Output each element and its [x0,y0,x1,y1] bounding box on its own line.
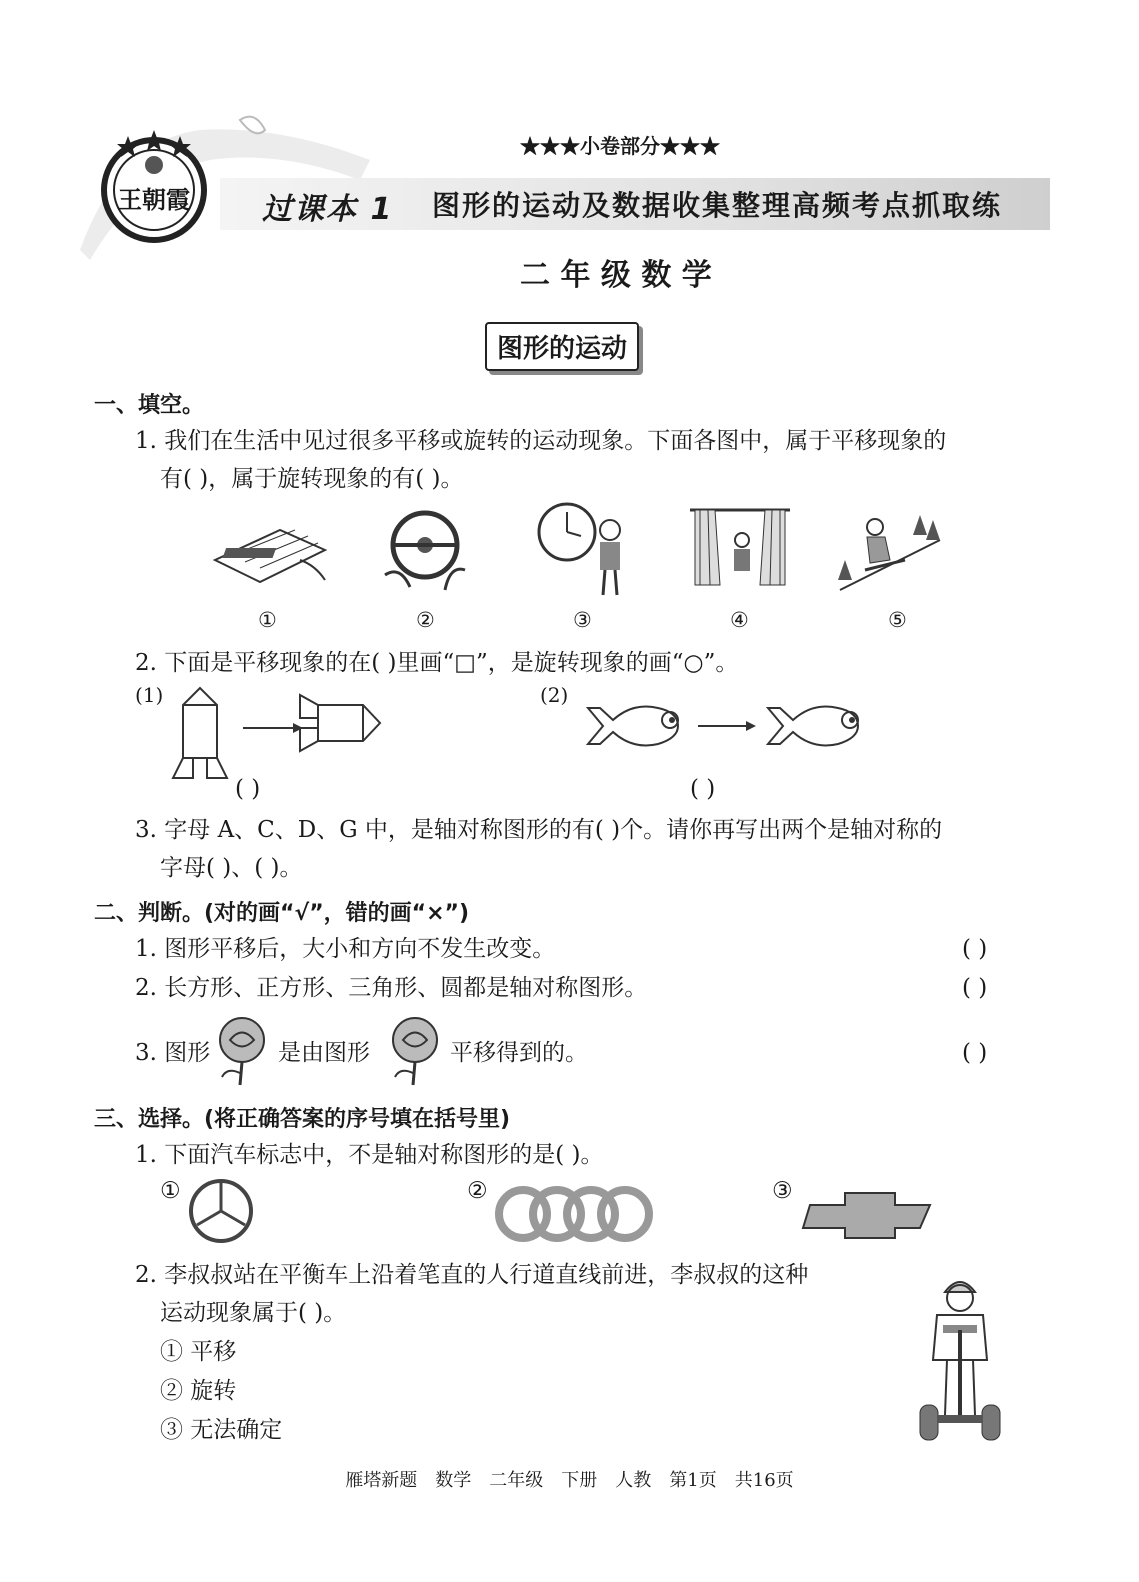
rocket-translation-figure [168,683,388,773]
section-2-heading: 二、判断。(对的画“√”，错的画“×”) [94,901,470,926]
s3-choice-2: ② 旋转 [160,1378,237,1404]
s2-q2-paren[interactable]: ( ) [962,975,988,1001]
unit-box: 图形的运动 [485,322,639,371]
section-3-heading: 三、选择。(将正确答案的序号填在括号里) [94,1107,511,1132]
s1-q3-line1: 3. 字母 A、C、D、G 中，是轴对称图形的有( )个。请你再写出两个是轴对称的 [135,817,943,843]
footer: 雁塔新题 数学 二年级 下册 人教 第1页 共16页 [345,1470,794,1491]
pic-label-5: ⑤ [888,608,907,632]
s1-q1-line1: 1. 我们在生活中见过很多平移或旋转的运动现象。下面各图中，属于平移现象的 [135,428,947,454]
chevrolet-logo-icon [800,1190,940,1240]
pic-label-4: ④ [730,608,749,632]
s1-q2-paren-2[interactable]: ( ) [690,776,716,802]
clock-boy-image [535,500,635,600]
balance-scooter-rider-image [915,1270,1005,1445]
s3-q2-line2: 运动现象属于( )。 [160,1300,347,1326]
mercedes-logo-icon [188,1178,258,1248]
abacus-image [210,510,330,590]
s3-opt-label-1: ① [160,1178,181,1204]
s2-q1-paren[interactable]: ( ) [962,936,988,962]
s2-q1: 1. 图形平移后，大小和方向不发生改变。 [135,936,556,962]
rose-icon [385,1015,445,1085]
s1-q2-sub1: (1) [135,683,164,707]
s3-opt-label-2: ② [467,1178,488,1204]
s2-q3-a: 3. 图形 [135,1040,211,1066]
s2-q3-paren[interactable]: ( ) [962,1040,988,1066]
s2-q3-c: 平移得到的。 [450,1040,588,1066]
s1-q1-line2: 有( )，属于旋转现象的有( )。 [160,466,464,492]
steering-wheel-image [380,505,470,595]
page-title: 图形的运动及数据收集整理高频考点抓取练 [432,189,1003,222]
curtain-image [690,505,790,595]
s1-q2-line: 2. 下面是平移现象的在( )里画“□”，是旋转现象的画“○”。 [135,650,739,676]
top-label: ★★★小卷部分★★★ [520,134,720,158]
rose-icon [212,1015,272,1085]
s3-choice-3: ③ 无法确定 [160,1417,283,1443]
pic-label-3: ③ [573,608,592,632]
s3-opt-label-3: ③ [772,1178,793,1204]
logo-text: 王朝霞 [118,185,190,214]
logo [98,130,210,242]
s1-q2-sub2: (2) [540,683,569,707]
subject-title: 二 年 级 数 学 [520,258,712,293]
s2-q3-b: 是由图形 [278,1040,370,1066]
pic-label-2: ② [416,608,435,632]
s1-q2-paren-1[interactable]: ( ) [235,776,261,802]
pic-label-1: ① [258,608,277,632]
fish-translation-figure [578,698,878,758]
s1-q3-line2: 字母( )、( )。 [160,855,303,881]
audi-logo-icon [495,1186,655,1246]
skier-image [835,505,945,595]
s3-q2-line1: 2. 李叔叔站在平衡车上沿着笔直的人行道直线前进，李叔叔的这种 [135,1262,809,1288]
s3-q1: 1. 下面汽车标志中，不是轴对称图形的是( )。 [135,1142,604,1168]
s2-q2: 2. 长方形、正方形、三角形、圆都是轴对称图形。 [135,975,648,1001]
book-label: 过课本 1 [262,192,394,227]
s3-choice-1: ① 平移 [160,1339,237,1365]
section-1-heading: 一、填空。 [94,393,205,418]
